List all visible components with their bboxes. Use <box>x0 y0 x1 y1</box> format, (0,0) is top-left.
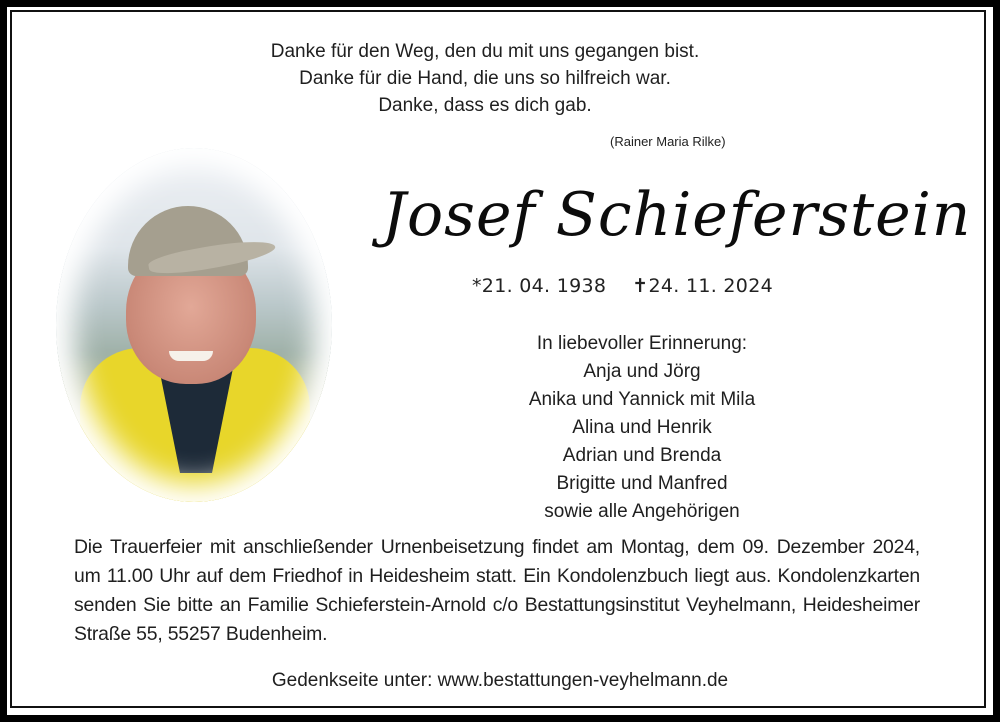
poem-line: Danke, dass es dich gab. <box>378 95 592 116</box>
poem <box>12 38 988 119</box>
deceased-name: Josef Schieferstein <box>382 180 972 250</box>
birth-date: *21. 04. 1938 <box>472 275 607 297</box>
family-member: Brigitte und Manfred <box>556 473 728 494</box>
poem-line: Danke für den Weg, den du mit uns gegangen bist. <box>270 41 700 62</box>
obituary-frame <box>7 7 993 715</box>
cross-icon: ✝ <box>632 275 649 297</box>
memorial-page <box>12 670 988 692</box>
memorial-url-link[interactable]: www.bestattungen-veyhelmann.de <box>437 670 729 691</box>
family-member: Alina und Henrik <box>572 417 712 438</box>
family-member: Anika und Yannick mit Mila <box>528 389 756 410</box>
poem-author: (Rainer Maria Rilke) <box>610 134 726 149</box>
family-member: sowie alle Angehörigen <box>544 501 740 522</box>
oval-vignette <box>56 148 332 502</box>
family-member: Anja und Jörg <box>583 361 701 382</box>
family-list <box>442 330 842 526</box>
obituary-card <box>10 10 986 708</box>
memorial-label: Gedenkseite unter: <box>271 670 433 691</box>
portrait-photo <box>56 148 332 502</box>
death-date: 24. 11. 2024 <box>648 275 773 297</box>
funeral-notice: Die Trauerfeier mit anschließender Urnenbeisetzung findet am Montag, dem 09. Dezember 2024, um 11.00 Uhr auf dem Friedhof in Heidesheim statt. Ein Kondolenzbuch liegt aus. Kondolenzkarten senden Sie bitte an Familie Schieferstein-Arnold c/o Bestattungsinstitut Veyhelmann, Heidesheimer Straße 55, 55257 Budenheim. <box>74 536 920 645</box>
family-member: Adrian und Brenda <box>562 445 722 466</box>
poem-line: Danke für die Hand, die uns so hilfreich war. <box>299 68 671 89</box>
family-heading: In liebevoller Erinnerung: <box>536 333 748 354</box>
life-dates <box>472 275 773 297</box>
